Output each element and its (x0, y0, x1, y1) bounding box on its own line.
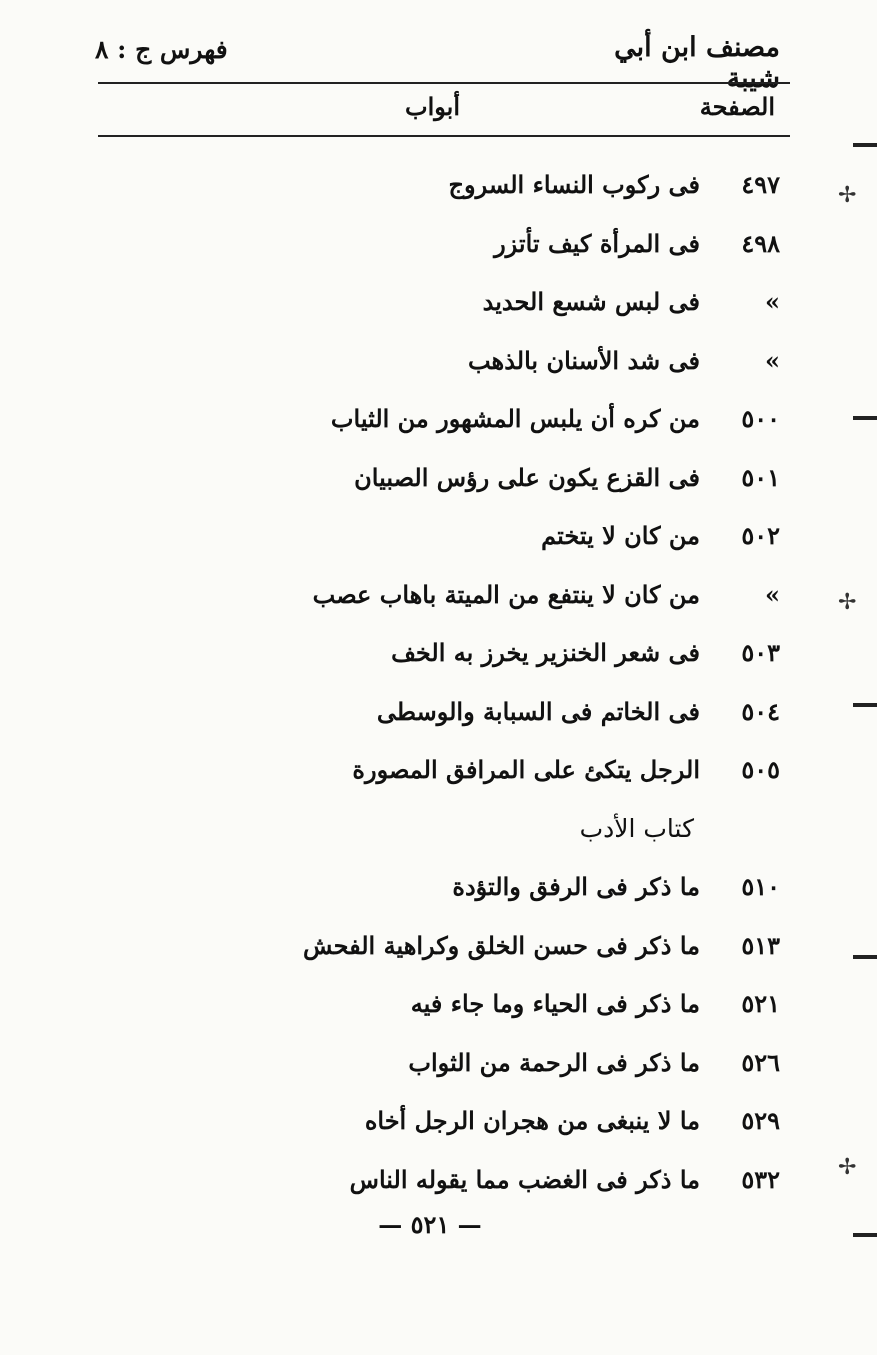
section-heading: كتاب الأدب (579, 813, 694, 843)
entry-page-number: ٥٠٥ (741, 755, 780, 784)
entry-page-number: ٤٩٧ (741, 170, 780, 199)
index-entry (200, 867, 780, 926)
entry-page-number: ٥٠٤ (741, 696, 780, 726)
entry-page-number: ٤٩٨ (741, 228, 780, 258)
index-entry (200, 692, 780, 751)
margin-mark (853, 703, 877, 707)
index-entry (200, 1101, 780, 1160)
entry-title: ما ذكر فى الرفق والتؤدة (452, 872, 700, 901)
entry-page-number: ٥١٣ (741, 930, 780, 960)
entry-title: ما لا ينبغى من هجران الرجل أخاه (364, 1106, 700, 1135)
index-entry (200, 575, 780, 634)
entry-page-number: ٥٣٢ (741, 1164, 780, 1194)
index-entry (200, 341, 780, 400)
book-title: مصنف ابن أبي شيبة (614, 32, 780, 94)
index-entry (200, 984, 780, 1043)
index-entry (200, 282, 780, 341)
entry-title: فى المرأة كيف تأتزر (494, 228, 700, 258)
index-entry (200, 1043, 780, 1102)
entry-title: فى شعر الخنزير يخرز به الخف (391, 638, 700, 667)
entry-title: من كره أن يلبس المشهور من الثياب (330, 404, 700, 433)
entry-title: فى الخاتم فى السبابة والوسطى (376, 696, 700, 726)
entry-page-number: » (765, 345, 780, 375)
entry-title: فى ركوب النساء السروج (448, 170, 700, 199)
entry-page-number: ٥٢١ (741, 989, 780, 1018)
entry-title: ما ذكر فى حسن الخلق وكراهية الفحش (303, 930, 700, 960)
section-heading-row (200, 809, 780, 868)
star-mark-icon: ✢ (838, 1155, 857, 1180)
entry-page-number: ٥٢٩ (741, 1106, 780, 1135)
index-entry (200, 399, 780, 458)
entry-title: ما ذكر فى الرحمة من الثواب (408, 1047, 700, 1077)
index-entry (200, 224, 780, 283)
star-mark-icon: ✢ (838, 183, 857, 208)
index-label: فهرس ج : ٨ (95, 35, 228, 64)
entry-title: من كان لا ينتفع من الميتة باهاب عصب (312, 579, 700, 609)
entry-title: الرجل يتكئ على المرافق المصورة (352, 755, 700, 784)
margin-mark (853, 955, 877, 959)
entry-title: فى شد الأسنان بالذهب (467, 345, 700, 375)
entry-title: ما ذكر فى الغضب مما يقوله الناس (349, 1164, 700, 1194)
index-entries (200, 165, 780, 1218)
entry-page-number: ٥٠٠ (741, 404, 780, 433)
index-entry (200, 926, 780, 985)
entry-page-number: ٥٢٦ (741, 1047, 780, 1077)
entry-page-number: ٥١٠ (741, 872, 780, 901)
entry-title: فى القزع يكون على رؤس الصبيان (354, 462, 700, 492)
entry-title: من كان لا يتختم (541, 521, 700, 550)
entry-page-number: ٥٠٢ (741, 521, 780, 550)
index-entry (200, 516, 780, 575)
margin-mark (853, 416, 877, 420)
entry-page-number: ٥٠٣ (741, 638, 780, 667)
page-number: — ٥٢١ — (378, 1210, 482, 1239)
entry-title: ما ذكر فى الحياء وما جاء فيه (410, 989, 700, 1018)
column-header-rule (98, 135, 790, 137)
index-entry (200, 750, 780, 809)
entry-page-number: ٥٠١ (741, 462, 780, 492)
entry-title: فى لبس شسع الحديد (482, 287, 700, 316)
index-entry (200, 165, 780, 224)
margin-mark (853, 1233, 877, 1237)
entry-page-number: » (765, 287, 780, 316)
star-mark-icon: ✢ (838, 590, 857, 615)
header-rule (98, 82, 790, 84)
index-entry (200, 633, 780, 692)
page-column-header: الصفحة (699, 92, 775, 121)
index-entry (200, 458, 780, 517)
chapters-column-header: أبواب (404, 92, 460, 121)
entry-page-number: » (765, 579, 780, 609)
margin-mark (853, 143, 877, 147)
